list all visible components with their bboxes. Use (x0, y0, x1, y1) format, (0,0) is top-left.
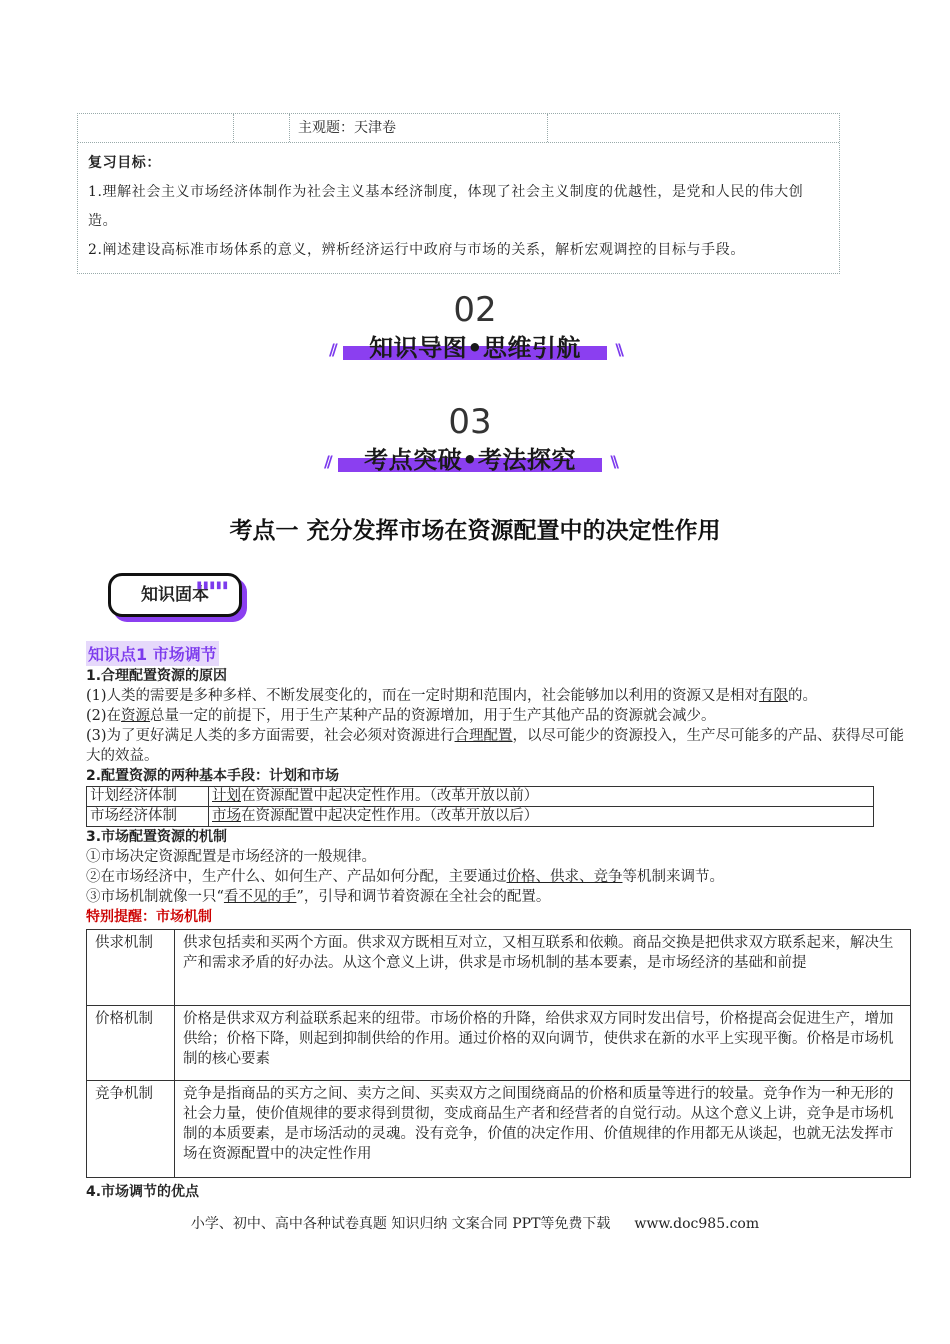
table-cell: 市场经济体制 (87, 807, 209, 827)
goal-item: 2.阐述建设高标准市场体系的意义，辨析经济运行中政府与市场的关系，解析宏观调控的目标与手段。 (88, 242, 745, 258)
paragraph: ②在市场经济中，生产什么、如何生产、产品如何分配，主要通过价格、供求、竞争等机制来调节。 (86, 869, 724, 885)
paragraph: (3)为了更好满足人类的多方面需要，社会必须对资源进行合理配置，以尽可能少的资源投入，生产尽可能多的产品、获得尽可能大的效益。 (86, 728, 905, 764)
paragraph: ③市场机制就像一只“看不见的手”，引导和调节着资源在全社会的配置。 (86, 889, 551, 905)
section-heading: 考点一 充分发挥市场在资源配置中的决定性作用 (229, 518, 721, 544)
table-cell: 价格是供求双方利益联系起来的纽带。市场价格的升降，给供求双方同时发出信号，价格提高会促进生产，增加供给；价格下降，则起到抑制供给的作用。通过价格的双向调节，使供求在新的水平上实现平衡。价格是市场机制的核心要素 (175, 1006, 911, 1081)
table-cell: 竞争机制 (87, 1081, 175, 1178)
banner-number: 03 (448, 402, 492, 442)
subheading: 1.合理配置资源的原因 (86, 668, 228, 684)
mechanism-table (86, 929, 911, 1178)
table-cell: 市场在资源配置中起决定性作用。（改革开放以后） (209, 807, 874, 827)
table-cell: 竞争是指商品的买方之间、卖方之间、买卖双方之间围绕商品的价格和质量等进行的较量。竞争作为一种无形的社会力量，使价值规律的要求得到贯彻，变成商品生产者和经营者的自觉行动。从这个意义上讲，竞争是市场机制的本质要素，是市场活动的灵魂。没有竞争，价值的决定作用、价值规律的作用都无从谈起，也就无法发挥市场在资源配置中的决定性作用 (175, 1081, 911, 1178)
table-row (87, 1006, 911, 1081)
knowledge-point-title: 知识点1 市场调节 (86, 641, 219, 666)
section-banner-02 (325, 290, 625, 366)
knowledge-badge (108, 573, 242, 617)
slash-decoration-icon: \\ (610, 452, 616, 471)
subheading: 4.市场调节的优点 (86, 1184, 200, 1200)
table-cell: 供求包括卖和买两个方面。供求双方既相互对立，又相互联系和依赖。商品交换是把供求双方联系起来，解决生产和需求矛盾的好办法。从这个意义上讲，供求是市场机制的基本要素，是市场经济的基础和前提 (175, 930, 911, 1006)
footer-site-link[interactable]: www.doc985.com (634, 1216, 760, 1232)
table-row (87, 807, 874, 827)
footer-text: 小学、初中、高中各种试卷真题 知识归纳 文案合同 PPT等免费下载 (190, 1216, 611, 1232)
table-row (87, 1081, 911, 1178)
review-goals (78, 143, 839, 273)
table-cell: 计划经济体制 (87, 787, 209, 807)
review-table-header-row (78, 114, 839, 143)
empty-cell (234, 114, 290, 142)
table-cell: 计划在资源配置中起决定性作用。（改革开放以前） (209, 787, 874, 807)
paragraph: ①市场决定资源配置是市场经济的一般规律。 (86, 849, 376, 865)
section-banner-03 (320, 402, 620, 478)
review-table (77, 113, 840, 274)
goal-item: 1.理解社会主义市场经济体制作为社会主义基本经济制度，体现了社会主义制度的优越性，是党和人民的伟大创造。 (88, 184, 804, 229)
empty-cell (548, 114, 839, 142)
dots-decoration-icon: ▮▮▮▮▮ (196, 580, 229, 591)
slash-decoration-icon: // (324, 452, 330, 471)
main-content (86, 666, 910, 1202)
plan-market-table (86, 786, 874, 827)
slash-decoration-icon: // (329, 340, 335, 359)
paragraph: (2)在资源总量一定的前提下，用于生产某种产品的资源增加，用于生产其他产品的资源就会减少。 (86, 708, 716, 724)
paragraph: (1)人类的需要是多种多样、不断发展变化的，而在一定时期和范围内，社会能够加以利用的资源又是相对有限的。 (86, 688, 818, 704)
subjective-cell: 主观题：天津卷 (290, 114, 548, 142)
banner-number: 02 (453, 290, 497, 330)
banner-label-wrap (325, 332, 625, 366)
goals-title: 复习目标： (88, 155, 161, 171)
banner-label: 考点突破•考法探究 (364, 446, 576, 474)
footer (0, 1213, 950, 1233)
slash-decoration-icon: \\ (615, 340, 621, 359)
empty-cell (78, 114, 234, 142)
subheading: 2.配置资源的两种基本手段：计划和市场 (86, 768, 340, 784)
table-cell: 价格机制 (87, 1006, 175, 1081)
subheading: 3.市场配置资源的机制 (86, 829, 228, 845)
banner-label: 知识导图•思维引航 (369, 334, 581, 362)
banner-label-wrap (320, 444, 620, 478)
table-row (87, 930, 911, 1006)
table-cell: 供求机制 (87, 930, 175, 1006)
table-row (87, 787, 874, 807)
tip-label: 特别提醒：市场机制 (86, 909, 212, 925)
badge-label: 知识固本 (141, 585, 209, 605)
